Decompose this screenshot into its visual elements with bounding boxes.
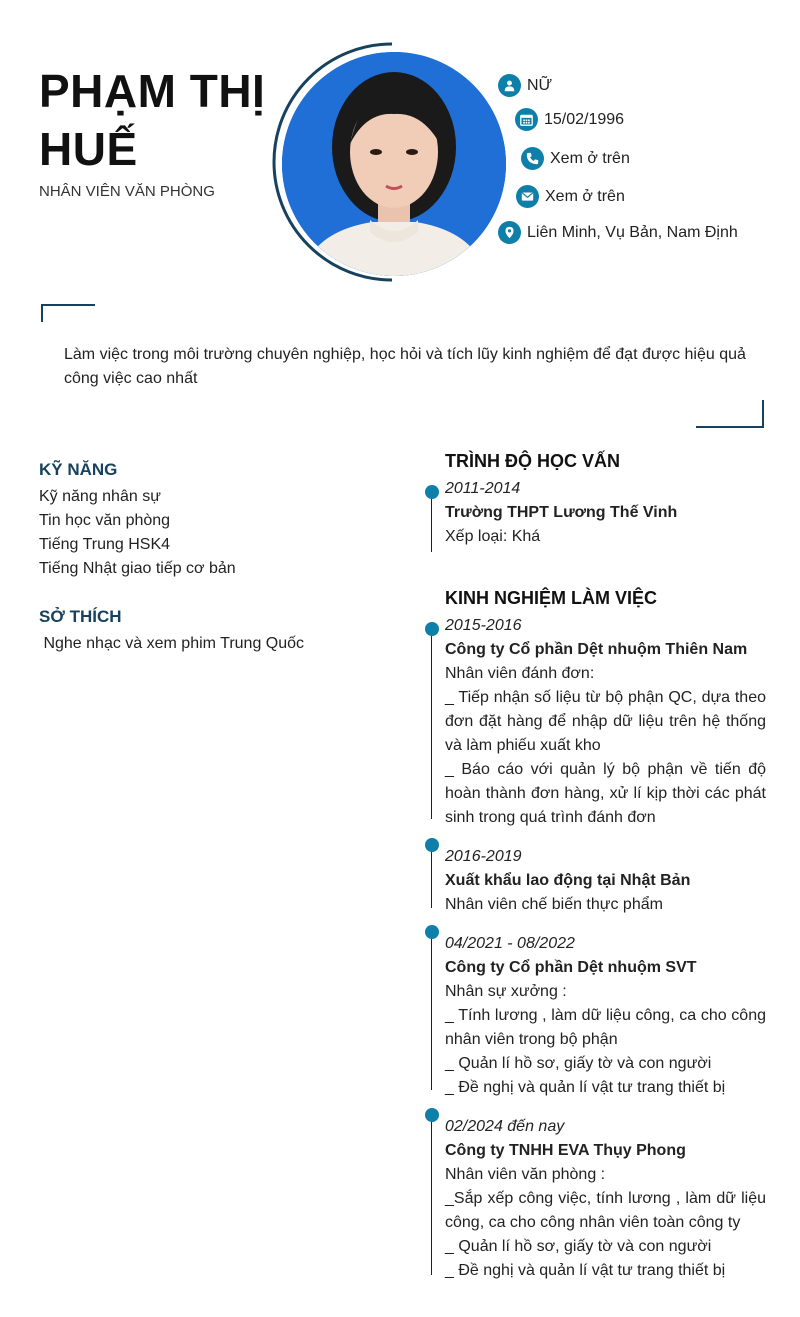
objective-bracket-bottom-right: [696, 400, 764, 428]
entry-line: _ Tiếp nhận số liệu từ bộ phận QC, dựa theo đơn đặt hàng để nhập dữ liệu trên hệ thống và làm phiếu xuất kho: [445, 689, 766, 754]
calendar-icon: [515, 108, 538, 131]
entry-date: 04/2021 - 08/2022: [445, 935, 575, 952]
timeline-dot: [425, 485, 439, 499]
skill-item: Tin học văn phòng: [39, 512, 171, 529]
entry-date: 2016-2019: [445, 848, 522, 865]
phone-icon: [521, 147, 544, 170]
job-title: NHÂN VIÊN VĂN PHÒNG: [39, 183, 215, 200]
info-phone: [521, 147, 630, 170]
candidate-name: [39, 62, 279, 178]
entry-date: 02/2024 đến nay: [445, 1118, 565, 1135]
entry-grade: Xếp loại: Khá: [445, 528, 541, 545]
education-title: TRÌNH ĐỘ HỌC VẤN: [445, 451, 620, 471]
phone-text: Xem ở trên: [550, 149, 630, 167]
timeline-line: [431, 932, 432, 1090]
name-line-1: PHẠM THỊ: [39, 65, 266, 117]
education-entry: [445, 477, 766, 549]
entry-position: Nhân viên đánh đơn:: [445, 665, 595, 682]
gender-text: NỮ: [527, 76, 553, 94]
entry-line: _ Đề nghị và quản lí vật tư trang thiết bị: [445, 1262, 726, 1279]
birthday-text: 15/02/1996: [544, 110, 625, 128]
name-line-2: HUẾ: [39, 123, 138, 175]
entry-line: _Sắp xếp công việc, tính lương , làm dữ liệu công, ca cho công nhân viên toàn công ty: [445, 1190, 766, 1231]
skills-title: KỸ NĂNG: [39, 460, 118, 479]
entry-company: Xuất khẩu lao động tại Nhật Bản: [445, 872, 691, 889]
location-pin-icon: [498, 221, 521, 244]
timeline-dot: [425, 838, 439, 852]
hobbies-title: SỞ THÍCH: [39, 607, 122, 626]
email-text: Xem ở trên: [545, 187, 625, 205]
hobbies-text: Nghe nhạc và xem phim Trung Quốc: [39, 635, 305, 652]
job-entry: [445, 614, 766, 830]
entry-date: 2015-2016: [445, 617, 522, 634]
info-address: [498, 221, 738, 244]
timeline-dot: [425, 1108, 439, 1122]
timeline-dot: [425, 925, 439, 939]
skills-list: [39, 485, 379, 581]
job-entry: [445, 845, 766, 917]
entry-line: _ Tính lương , làm dữ liệu công, ca cho công nhân viên trong bộ phận: [445, 1007, 766, 1048]
entry-position: Nhân sự xưởng :: [445, 983, 567, 1000]
address-text: Liên Minh, Vụ Bản, Nam Định: [527, 223, 738, 241]
job-entry: [445, 932, 766, 1100]
job-entry: [445, 1115, 766, 1283]
person-icon: [498, 74, 521, 97]
info-gender: [498, 74, 552, 97]
timeline-line: [431, 629, 432, 819]
skill-item: Tiếng Nhật giao tiếp cơ bản: [39, 560, 236, 577]
entry-company: Công ty Cổ phần Dệt nhuộm Thiên Nam: [445, 641, 748, 658]
entry-line: _ Quản lí hồ sơ, giấy tờ và con người: [445, 1055, 712, 1072]
mail-icon: [516, 185, 539, 208]
info-email: [516, 185, 625, 208]
experience-title: KINH NGHIỆM LÀM VIỆC: [445, 588, 658, 608]
career-objective: Làm việc trong môi trường chuyên nghiệp, học hỏi và tích lũy kinh nghiệm để đạt được hiệu quả công việc cao nhất: [64, 346, 746, 387]
profile-photo: [282, 52, 506, 276]
entry-line: _ Quản lí hồ sơ, giấy tờ và con người: [445, 1238, 712, 1255]
entry-school: Trường THPT Lương Thế Vinh: [445, 504, 678, 521]
entry-company: Công ty TNHH EVA Thụy Phong: [445, 1142, 686, 1159]
timeline-line: [431, 1115, 432, 1275]
info-birthday: [515, 108, 624, 131]
timeline-line: [431, 492, 432, 552]
entry-line: _ Đề nghị và quản lí vật tư trang thiết bị: [445, 1079, 726, 1096]
entry-date: 2011-2014: [445, 480, 521, 497]
objective-bracket-top-left: [41, 304, 95, 322]
entry-position: Nhân viên văn phòng :: [445, 1166, 606, 1183]
entry-position: Nhân viên chế biến thực phẩm: [445, 896, 663, 913]
skill-item: Kỹ năng nhân sự: [39, 488, 161, 505]
entry-company: Công ty Cổ phần Dệt nhuộm SVT: [445, 959, 697, 976]
timeline-dot: [425, 622, 439, 636]
skill-item: Tiếng Trung HSK4: [39, 536, 171, 553]
entry-line: _ Báo cáo với quản lý bộ phận về tiến độ hoàn thành đơn hàng, xử lí kịp thời các phát sinh trong quá trình đánh đơn: [445, 761, 766, 826]
timeline-line: [431, 845, 432, 908]
